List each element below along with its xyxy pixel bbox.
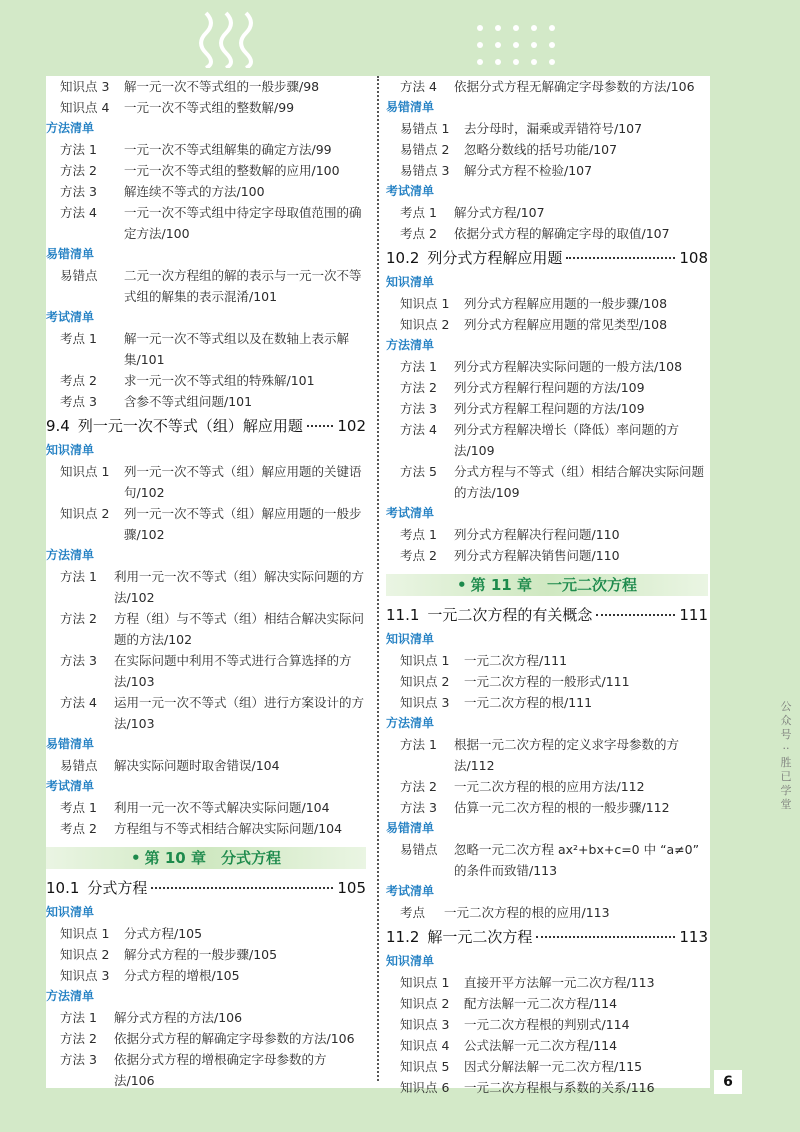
section-title: 一元二次方程的有关概念 [427, 606, 593, 624]
bullet-icon: • [131, 849, 141, 867]
entry-text: 解分式方程的方法/106 [114, 1010, 243, 1025]
entry-label: 考点 1 [400, 205, 437, 220]
dot-leader [596, 614, 675, 616]
entry-text: 列分式方程解应用题的常见类型/108 [464, 317, 668, 332]
toc-left-column [46, 76, 366, 1091]
entry-text: 利用一元一次不等式解决实际问题/104 [114, 800, 330, 815]
entry-label: 考点 2 [400, 226, 437, 241]
entry-label: 易错点 2 [400, 142, 450, 157]
entry-label: 知识点 1 [400, 653, 450, 668]
entry-label: 方法 1 [60, 142, 97, 157]
entry-text: 配方法解一元二次方程/114 [464, 996, 618, 1011]
toc-entry [386, 377, 708, 398]
entry-label: 知识点 2 [400, 674, 450, 689]
toc-entry [386, 734, 708, 776]
toc-entry [386, 692, 708, 713]
entry-text: 列分式方程解应用题的一般步骤/108 [464, 296, 668, 311]
entry-label: 知识点 3 [60, 968, 110, 983]
entry-label: 易错点 1 [400, 121, 450, 136]
toc-entry [386, 1035, 708, 1056]
entry-text: 忽略一元二次方程 ax²+bx+c=0 中 “a≠0” 的条件而致错/113 [454, 842, 700, 878]
dot-leader [307, 425, 333, 427]
toc-entry [386, 839, 708, 881]
category-heading: 方法清单 [46, 989, 95, 1003]
toc-entry [386, 202, 708, 223]
entry-label: 考点 2 [60, 821, 97, 836]
entry-text: 运用一元一次不等式（组）进行方案设计的方法/103 [114, 695, 365, 731]
toc-entry [386, 797, 708, 818]
entry-text: 分式方程的增根/105 [124, 968, 240, 983]
entry-label: 考点 1 [60, 800, 97, 815]
entry-label: 方法 1 [400, 737, 437, 752]
toc-entry [386, 314, 708, 335]
section-number: 11.1 [386, 606, 420, 624]
toc-entry [386, 419, 708, 461]
entry-label: 方法 2 [400, 779, 437, 794]
toc-entry [46, 608, 366, 650]
entry-text: 列分式方程解决增长（降低）率问题的方法/109 [454, 422, 680, 458]
toc-entry [46, 965, 366, 986]
toc-entry [386, 118, 708, 139]
entry-text: 公式法解一元二次方程/114 [464, 1038, 618, 1053]
category-heading: 知识清单 [46, 905, 95, 919]
entry-text: 求一元一次不等式组的特殊解/101 [124, 373, 315, 388]
toc-entry [386, 1056, 708, 1077]
toc-entry [46, 755, 366, 776]
entry-label: 知识点 2 [400, 317, 450, 332]
chapter-banner [46, 847, 366, 869]
category-heading: 知识清单 [386, 632, 435, 646]
section-page: 102 [337, 417, 366, 435]
entry-text: 一元二次方程的根/111 [464, 695, 593, 710]
toc-entry [46, 391, 366, 412]
section-number: 9.4 [46, 417, 70, 435]
entry-label: 方法 3 [60, 184, 97, 199]
entry-label: 方法 4 [60, 695, 97, 710]
toc-entry [386, 223, 708, 244]
toc-entry [46, 566, 366, 608]
entry-text: 二元一次方程组的解的表示与一元一次不等式组的解集的表示混淆/101 [124, 268, 362, 304]
entry-text: 列一元一次不等式（组）解应用题的关键语句/102 [124, 464, 362, 500]
wave-decoration [196, 8, 276, 68]
category-heading: 易错清单 [46, 247, 95, 261]
watermark-char: ·· [782, 742, 790, 755]
toc-entry [386, 776, 708, 797]
entry-text: 含参不等式组问题/101 [124, 394, 253, 409]
toc-entry [46, 1028, 366, 1049]
toc-entry [46, 923, 366, 944]
entry-label: 考点 1 [60, 331, 97, 346]
chapter-title: 第 11 章 一元二次方程 [470, 576, 637, 594]
dot-leader [566, 257, 675, 259]
toc-entry [46, 461, 366, 503]
toc-entry [386, 524, 708, 545]
section-title: 列分式方程解应用题 [427, 249, 563, 267]
entry-label: 方法 4 [400, 422, 437, 437]
entry-label: 方法 5 [400, 464, 437, 479]
watermark-char: 公 [780, 700, 792, 713]
entry-text: 解分式方程/107 [454, 205, 545, 220]
toc-entry [386, 139, 708, 160]
entry-label: 方法 1 [60, 569, 97, 584]
section-heading [386, 245, 708, 271]
entry-label: 方法 2 [60, 163, 97, 178]
entry-text: 忽略分数线的括号功能/107 [464, 142, 618, 157]
toc-entry [46, 1007, 366, 1028]
toc-entry [46, 503, 366, 545]
toc-entry [46, 797, 366, 818]
toc-entry [386, 1014, 708, 1035]
section-number: 10.1 [46, 879, 80, 897]
section-heading [386, 602, 708, 628]
category-heading: 知识清单 [386, 954, 435, 968]
category-heading: 易错清单 [386, 821, 435, 835]
watermark-char: 胜 [780, 756, 792, 769]
toc-entry [46, 97, 366, 118]
dot-decoration [470, 18, 580, 68]
entry-text: 分式方程/105 [124, 926, 203, 941]
entry-text: 一元一次不等式组解集的确定方法/99 [124, 142, 332, 157]
section-number: 10.2 [386, 249, 420, 267]
entry-text: 解连续不等式的方法/100 [124, 184, 265, 199]
entry-text: 依据分式方程的解确定字母参数的方法/106 [114, 1031, 355, 1046]
category-heading: 方法清单 [386, 716, 435, 730]
toc-entry [386, 650, 708, 671]
section-heading [386, 924, 708, 950]
entry-text: 估算一元二次方程的根的一般步骤/112 [454, 800, 670, 815]
entry-label: 方法 3 [60, 653, 97, 668]
entry-label: 知识点 6 [400, 1080, 450, 1095]
entry-text: 直接开平方法解一元二次方程/113 [464, 975, 655, 990]
category-heading: 考试清单 [386, 184, 435, 198]
entry-label: 易错点 [400, 842, 438, 857]
entry-label: 方法 4 [60, 205, 97, 220]
entry-text: 根据一元二次方程的定义求字母参数的方法/112 [454, 737, 680, 773]
entry-label: 知识点 1 [400, 296, 450, 311]
toc-entry [386, 160, 708, 181]
entry-text: 列分式方程解决销售问题/110 [454, 548, 620, 563]
section-heading [46, 875, 366, 901]
dot-leader [151, 887, 333, 889]
entry-label: 知识点 2 [60, 947, 110, 962]
toc-entry [46, 328, 366, 370]
entry-text: 在实际问题中利用不等式进行合算选择的方法/103 [114, 653, 352, 689]
entry-text: 一元一次不等式组的整数解/99 [124, 100, 295, 115]
entry-text: 依据分式方程的增根确定字母参数的方法/106 [114, 1052, 327, 1088]
toc-entry [46, 650, 366, 692]
entry-text: 利用一元一次不等式（组）解决实际问题的方法/102 [114, 569, 365, 605]
entry-label: 知识点 1 [400, 975, 450, 990]
category-heading: 易错清单 [386, 100, 435, 114]
entry-text: 解一元一次不等式组的一般步骤/98 [124, 79, 320, 94]
entry-label: 考点 [400, 905, 426, 920]
watermark-char: 学 [780, 784, 792, 797]
entry-text: 一元二次方程的一般形式/111 [464, 674, 630, 689]
chapter-banner [386, 574, 708, 596]
category-heading: 易错清单 [46, 737, 95, 751]
entry-label: 考点 2 [400, 548, 437, 563]
toc-entry [46, 944, 366, 965]
section-page: 111 [679, 606, 708, 624]
entry-label: 易错点 3 [400, 163, 450, 178]
entry-label: 考点 3 [60, 394, 97, 409]
entry-text: 方程（组）与不等式（组）相结合解决实际问题的方法/102 [114, 611, 365, 647]
toc-entry [386, 356, 708, 377]
entry-text: 依据分式方程的解确定字母的取值/107 [454, 226, 670, 241]
entry-text: 解分式方程不检验/107 [464, 163, 593, 178]
entry-label: 方法 1 [400, 359, 437, 374]
entry-text: 解分式方程的一般步骤/105 [124, 947, 278, 962]
toc-entry [46, 265, 366, 307]
entry-text: 一元一次不等式组中待定字母取值范围的确定方法/100 [124, 205, 362, 241]
category-heading: 考试清单 [46, 310, 95, 324]
section-heading [46, 413, 366, 439]
section-number: 11.2 [386, 928, 420, 946]
toc-entry [386, 993, 708, 1014]
entry-text: 去分母时，漏乘或弄错符号/107 [464, 121, 643, 136]
watermark-char: 众 [780, 714, 792, 727]
toc-entry [386, 671, 708, 692]
toc-entry [46, 370, 366, 391]
toc-entry [46, 202, 366, 244]
entry-text: 一元二次方程的根的应用/113 [444, 905, 610, 920]
toc-entry [386, 76, 708, 97]
entry-text: 列分式方程解行程问题的方法/109 [454, 380, 645, 395]
bullet-icon: • [457, 576, 467, 594]
toc-entry [46, 818, 366, 839]
section-page: 113 [679, 928, 708, 946]
toc-entry [46, 692, 366, 734]
entry-text: 分式方程与不等式（组）相结合解决实际问题的方法/109 [454, 464, 705, 500]
toc-entry [386, 1077, 708, 1098]
entry-label: 方法 3 [400, 800, 437, 815]
entry-label: 考点 2 [60, 373, 97, 388]
entry-text: 方程组与不等式相结合解决实际问题/104 [114, 821, 343, 836]
watermark-char: 号 [780, 728, 792, 741]
toc-entry [386, 398, 708, 419]
column-divider [377, 76, 379, 1081]
section-page: 108 [679, 249, 708, 267]
watermark-char: 堂 [780, 798, 792, 811]
chapter-title: 第 10 章 分式方程 [144, 849, 281, 867]
entry-label: 知识点 5 [400, 1059, 450, 1074]
toc-entry [386, 972, 708, 993]
entry-label: 易错点 [60, 758, 98, 773]
toc-entry [386, 461, 708, 503]
entry-label: 知识点 1 [60, 464, 110, 479]
entry-text: 解决实际问题时取舍错误/104 [114, 758, 280, 773]
entry-label: 方法 3 [400, 401, 437, 416]
toc-entry [386, 293, 708, 314]
entry-label: 方法 2 [400, 380, 437, 395]
section-title: 解一元二次方程 [427, 928, 533, 946]
category-heading: 考试清单 [386, 506, 435, 520]
entry-label: 易错点 [60, 268, 98, 283]
toc-entry [386, 902, 708, 923]
entry-text: 一元二次方程根与系数的关系/116 [464, 1080, 655, 1095]
entry-label: 方法 1 [60, 1010, 97, 1025]
entry-label: 知识点 1 [60, 926, 110, 941]
category-heading: 方法清单 [386, 338, 435, 352]
entry-label: 方法 2 [60, 611, 97, 626]
entry-text: 一元二次方程/111 [464, 653, 568, 668]
entry-text: 列分式方程解工程问题的方法/109 [454, 401, 645, 416]
entry-label: 方法 3 [60, 1052, 97, 1067]
entry-label: 知识点 3 [400, 695, 450, 710]
entry-label: 方法 4 [400, 79, 437, 94]
toc-entry [46, 76, 366, 97]
entry-text: 列一元一次不等式（组）解应用题的一般步骤/102 [124, 506, 362, 542]
category-heading: 考试清单 [46, 779, 95, 793]
toc-entry [386, 545, 708, 566]
category-heading: 知识清单 [46, 443, 95, 457]
toc-entry [46, 139, 366, 160]
toc-entry [46, 181, 366, 202]
entry-label: 方法 2 [60, 1031, 97, 1046]
entry-text: 依据分式方程无解确定字母参数的方法/106 [454, 79, 695, 94]
page-number: 6 [714, 1070, 742, 1094]
entry-label: 知识点 3 [60, 79, 110, 94]
dot-leader [536, 936, 675, 938]
entry-text: 列分式方程解决行程问题/110 [454, 527, 620, 542]
category-heading: 方法清单 [46, 548, 95, 562]
category-heading: 知识清单 [386, 275, 435, 289]
entry-text: 解一元一次不等式组以及在数轴上表示解集/101 [124, 331, 350, 367]
entry-label: 知识点 4 [60, 100, 110, 115]
toc-right-column [386, 76, 708, 1098]
toc-sheet [46, 76, 710, 1095]
entry-text: 一元二次方程根的判别式/114 [464, 1017, 630, 1032]
category-heading: 方法清单 [46, 121, 95, 135]
entry-label: 知识点 4 [400, 1038, 450, 1053]
entry-label: 知识点 3 [400, 1017, 450, 1032]
section-title: 列一元一次不等式（组）解应用题 [77, 417, 303, 435]
section-title: 分式方程 [87, 879, 148, 897]
entry-text: 因式分解法解一元二次方程/115 [464, 1059, 643, 1074]
entry-label: 知识点 2 [60, 506, 110, 521]
section-page: 105 [337, 879, 366, 897]
watermark [778, 700, 794, 812]
entry-text: 一元二次方程的根的应用方法/112 [454, 779, 645, 794]
entry-label: 考点 1 [400, 527, 437, 542]
category-heading: 考试清单 [386, 884, 435, 898]
entry-label: 知识点 2 [400, 996, 450, 1011]
toc-entry [46, 1049, 366, 1091]
watermark-char: 已 [780, 770, 792, 783]
toc-entry [46, 160, 366, 181]
entry-text: 列分式方程解决实际问题的一般方法/108 [454, 359, 683, 374]
entry-text: 一元一次不等式组的整数解的应用/100 [124, 163, 340, 178]
